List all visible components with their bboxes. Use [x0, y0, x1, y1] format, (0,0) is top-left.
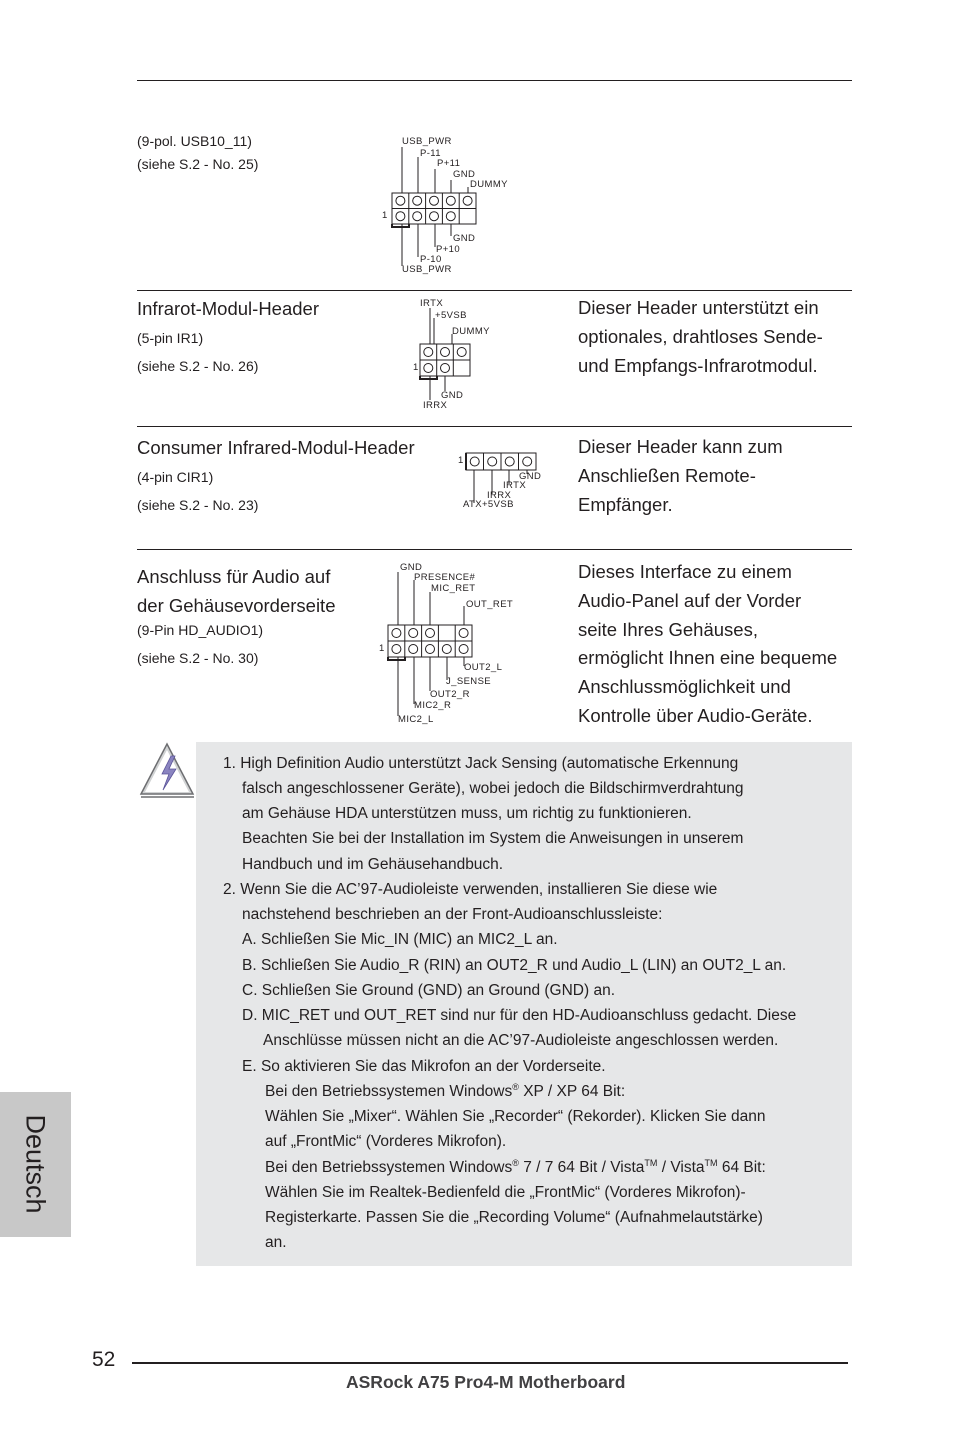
ir-header-label: (5-pin IR1) [137, 330, 204, 346]
cir-desc-line: Empfänger. [578, 493, 673, 515]
usb-pin-label: DUMMY [470, 179, 508, 190]
ir-desc [578, 294, 823, 380]
ir-pin-label: IRRX [423, 400, 448, 411]
section-divider [137, 290, 852, 291]
cir-header-ref: (siehe S.2 - No. 23) [137, 497, 259, 513]
audio-desc-line: Kontrolle über Audio-Geräte. [578, 704, 813, 726]
note-line: D. MIC_RET und OUT_RET sind nur für den HD-Audioanschluss gedacht. Diese [242, 1007, 797, 1024]
note-line: E. So aktivieren Sie das Mikrofon an der Vorderseite. [242, 1058, 606, 1075]
registered-mark: ® [512, 1081, 519, 1092]
audio-header-title [137, 562, 335, 620]
usb-header-label: (9-pol. USB10_11) [137, 133, 252, 149]
audio-pin-label: J_SENSE [446, 676, 492, 687]
section-divider [137, 426, 852, 427]
cir-pin-label: IRTX [503, 480, 527, 491]
ir-desc-line: optionales, drahtloses Sende- [578, 325, 823, 347]
cir-desc [578, 433, 783, 519]
cir-pin-label: ATX+5VSB [463, 499, 514, 510]
note-line: B. Schließen Sie Audio_R (RIN) an OUT2_R und Audio_L (LIN) an OUT2_L an. [242, 957, 787, 974]
note-line: Wählen Sie im Realtek-Bedienfeld die „FrontMic“ (Vorderes Mikrofon)- [265, 1184, 746, 1201]
usb-header-ref: (siehe S.2 - No. 25) [137, 156, 259, 172]
cir-desc-line: Dieser Header kann zum [578, 436, 783, 457]
audio-header-label: (9-Pin HD_AUDIO1) [137, 622, 264, 638]
usb-pin-label: P-11 [420, 148, 441, 159]
audio-pin-label: MIC2_L [398, 714, 434, 725]
ir-desc-line: und Empfangs-Infrarotmodul. [578, 354, 818, 376]
top-rule [137, 80, 852, 81]
section-divider [137, 549, 852, 550]
usb-pin-label: GND [453, 233, 476, 244]
ir-desc-line: Dieser Header unterstützt ein [578, 297, 819, 318]
audio-desc-line: Dieses Interface zu einem [578, 561, 792, 582]
note-line: 1. High Definition Audio unterstützt Jack Sensing (automatische Erkennung [223, 755, 739, 772]
trademark: TM [644, 1157, 658, 1168]
note-text: Bei den Betriebssystemen Windows [265, 1159, 513, 1176]
audio-desc-line: seite Ihres Gehäuses, [578, 618, 758, 640]
language-side-tab [0, 1092, 71, 1237]
ir-pin1-label: 1 [413, 362, 419, 373]
audio-desc-line: Anschlussmöglichkeit und [578, 676, 791, 698]
cir-pin-label: GND [519, 471, 542, 482]
note-line: am Gehäuse HDA unterstützen muss, um richtig zu funktionieren. [242, 805, 692, 822]
note-text: / Vista [657, 1159, 705, 1176]
page-number: 52 [92, 1348, 116, 1371]
registered-mark: ® [512, 1157, 519, 1168]
note-line: falsch angeschlossener Geräte), wobei jedoch die Bildschirmverdrahtung [242, 780, 744, 797]
cir-desc-line: Anschließen Remote- [578, 464, 756, 486]
audio-pin-label: PRESENCE# [414, 572, 476, 583]
audio-pin-label: MIC_RET [431, 583, 476, 594]
note-text: XP / XP 64 Bit: [518, 1083, 626, 1100]
note-line: auf „FrontMic“ (Vorderes Mikrofon). [265, 1133, 507, 1150]
usb-pin-label: P+11 [437, 158, 461, 169]
note-text: Bei den Betriebssystemen Windows [265, 1083, 513, 1100]
note-line [265, 1083, 625, 1101]
audio-pin-label: MIC2_R [414, 700, 452, 711]
note-line [265, 1159, 766, 1177]
note-line: Beachten Sie bei der Installation im System die Anweisungen in unserem [242, 830, 744, 847]
footer-rule [132, 1362, 848, 1364]
note-line: 2. Wenn Sie die AC’97-Audioleiste verwenden, installieren Sie diese wie [223, 881, 718, 898]
audio-desc-line: Audio-Panel auf der Vorder [578, 589, 802, 611]
note-line: A. Schließen Sie Mic_IN (MIC) an MIC2_L an. [242, 931, 558, 948]
usb-pin1-label: 1 [382, 210, 388, 221]
note-text: 64 Bit: [717, 1159, 766, 1176]
usb-pin-label: USB_PWR [402, 136, 452, 147]
audio-pin1-label: 1 [379, 643, 385, 654]
footer-product: ASRock A75 Pro4-M Motherboard [346, 1372, 626, 1392]
audio-header-ref: (siehe S.2 - No. 30) [137, 650, 259, 666]
ir-pin-label: IRTX [420, 298, 444, 309]
audio-pin-label: GND [400, 562, 423, 573]
note-line: Anschlüsse müssen nicht an die AC’97-Audioleiste angeschlossen werden. [263, 1032, 779, 1049]
note-line: an. [265, 1234, 287, 1251]
note-line: Handbuch und im Gehäusehandbuch. [242, 856, 504, 873]
note-line: nachstehend beschrieben an der Front-Audioanschlussleiste: [242, 906, 663, 923]
audio-pin-label: OUT2_L [464, 662, 503, 673]
cir-pin-label: IRRX [487, 490, 512, 501]
note-line: C. Schließen Sie Ground (GND) an Ground (GND) an. [242, 982, 615, 999]
usb-pin-label: GND [453, 169, 476, 180]
ir-header-ref: (siehe S.2 - No. 26) [137, 358, 259, 374]
ir-pin-label: GND [441, 390, 464, 401]
cir-header-title: Consumer Infrared-Modul-Header [137, 437, 415, 458]
usb-pin-label: P-10 [420, 254, 442, 265]
audio-pin-label: OUT2_R [430, 689, 470, 700]
usb-pin-label: P+10 [436, 244, 461, 255]
audio-header-title-line: Anschluss für Audio auf [137, 566, 331, 587]
cir-pin1-label: 1 [458, 455, 464, 466]
note-line: Registerkarte. Passen Sie die „Recording Volume“ (Aufnahmelautstärke) [265, 1209, 763, 1226]
usb-pin-label: USB_PWR [402, 264, 452, 275]
trademark: TM [704, 1157, 718, 1168]
audio-desc-line: ermöglicht Ihnen eine bequeme [578, 647, 838, 669]
ir-pin-label: +5VSB [435, 310, 467, 321]
note-line: Wählen Sie „Mixer“. Wählen Sie „Recorder“ (Rekorder). Klicken Sie dann [265, 1108, 766, 1125]
warning-lightning-icon [136, 740, 198, 800]
note-text: 7 / 7 64 Bit / Vista [518, 1159, 645, 1176]
audio-header-title-line: der Gehäusevorderseite [137, 595, 336, 616]
audio-desc [578, 558, 837, 731]
ir-pin-label: DUMMY [452, 326, 490, 337]
language-side-tab-label: Deutsch [20, 1114, 51, 1214]
audio-pin-label: OUT_RET [466, 599, 514, 610]
cir-header-label: (4-pin CIR1) [137, 469, 214, 485]
ir-header-title: Infrarot-Modul-Header [137, 298, 319, 319]
